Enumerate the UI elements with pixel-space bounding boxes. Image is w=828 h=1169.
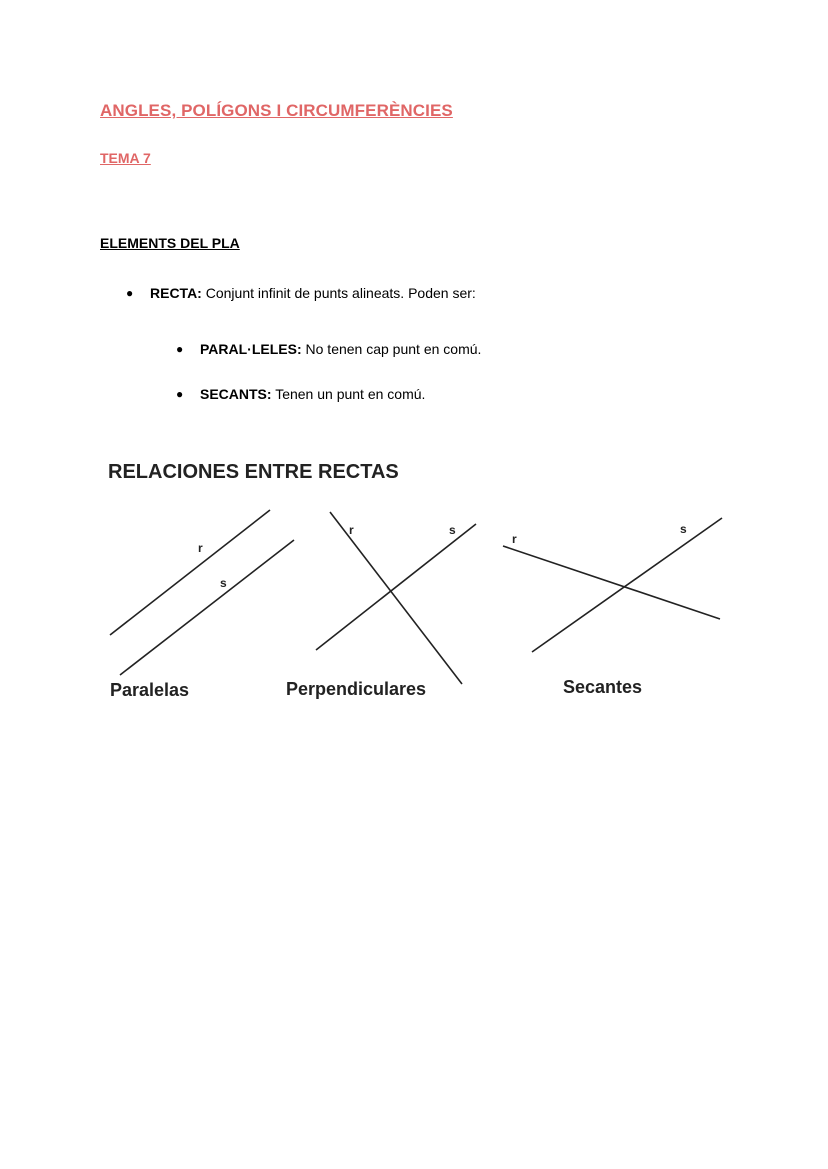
secant-line-s bbox=[532, 518, 722, 652]
secant-label-s: s bbox=[680, 522, 687, 536]
bullet-text: Conjunt infinit de punts alineats. Poden ser: bbox=[201, 285, 476, 301]
parallel-label-r: r bbox=[198, 541, 203, 555]
bullet-recta bbox=[126, 284, 476, 302]
panel-label-paralelas: Paralelas bbox=[110, 680, 190, 700]
perpendicular-line-s bbox=[316, 524, 476, 650]
parallel-label-s: s bbox=[220, 576, 227, 590]
bullet-secants bbox=[176, 385, 426, 403]
parallel-line-r bbox=[110, 510, 270, 635]
bullet-text: Tenen un punt en comú. bbox=[271, 386, 426, 402]
bullet-paralleles bbox=[176, 340, 482, 358]
bullet-dot-icon: ● bbox=[176, 387, 184, 401]
bullet-term: RECTA: bbox=[150, 285, 202, 301]
document-title: ANGLES, POLÍGONS I CIRCUMFERÈNCIES bbox=[100, 101, 453, 120]
bullet-term: SECANTS: bbox=[200, 386, 272, 402]
bullet-term: PARAL·LELES: bbox=[200, 341, 302, 357]
figure-title: RELACIONES ENTRE RECTAS bbox=[108, 461, 399, 483]
lines-relations-diagram bbox=[100, 450, 730, 715]
perpendicular-line-r bbox=[330, 512, 462, 684]
perpendicular-label-s: s bbox=[449, 523, 456, 537]
panel-label-perpendiculares: Perpendiculares bbox=[286, 679, 427, 699]
panel-label-secantes: Secantes bbox=[563, 677, 643, 697]
bullet-dot-icon: ● bbox=[176, 342, 184, 356]
bullet-text: No tenen cap punt en comú. bbox=[301, 341, 482, 357]
document-subtitle: TEMA 7 bbox=[100, 150, 151, 166]
bullet-dot-icon: ● bbox=[126, 286, 134, 300]
perpendicular-label-r: r bbox=[349, 523, 354, 537]
section-heading: ELEMENTS DEL PLA bbox=[100, 235, 240, 251]
secant-line-r bbox=[503, 546, 720, 619]
lines-relations-figure bbox=[100, 450, 730, 715]
secant-label-r: r bbox=[512, 532, 517, 546]
